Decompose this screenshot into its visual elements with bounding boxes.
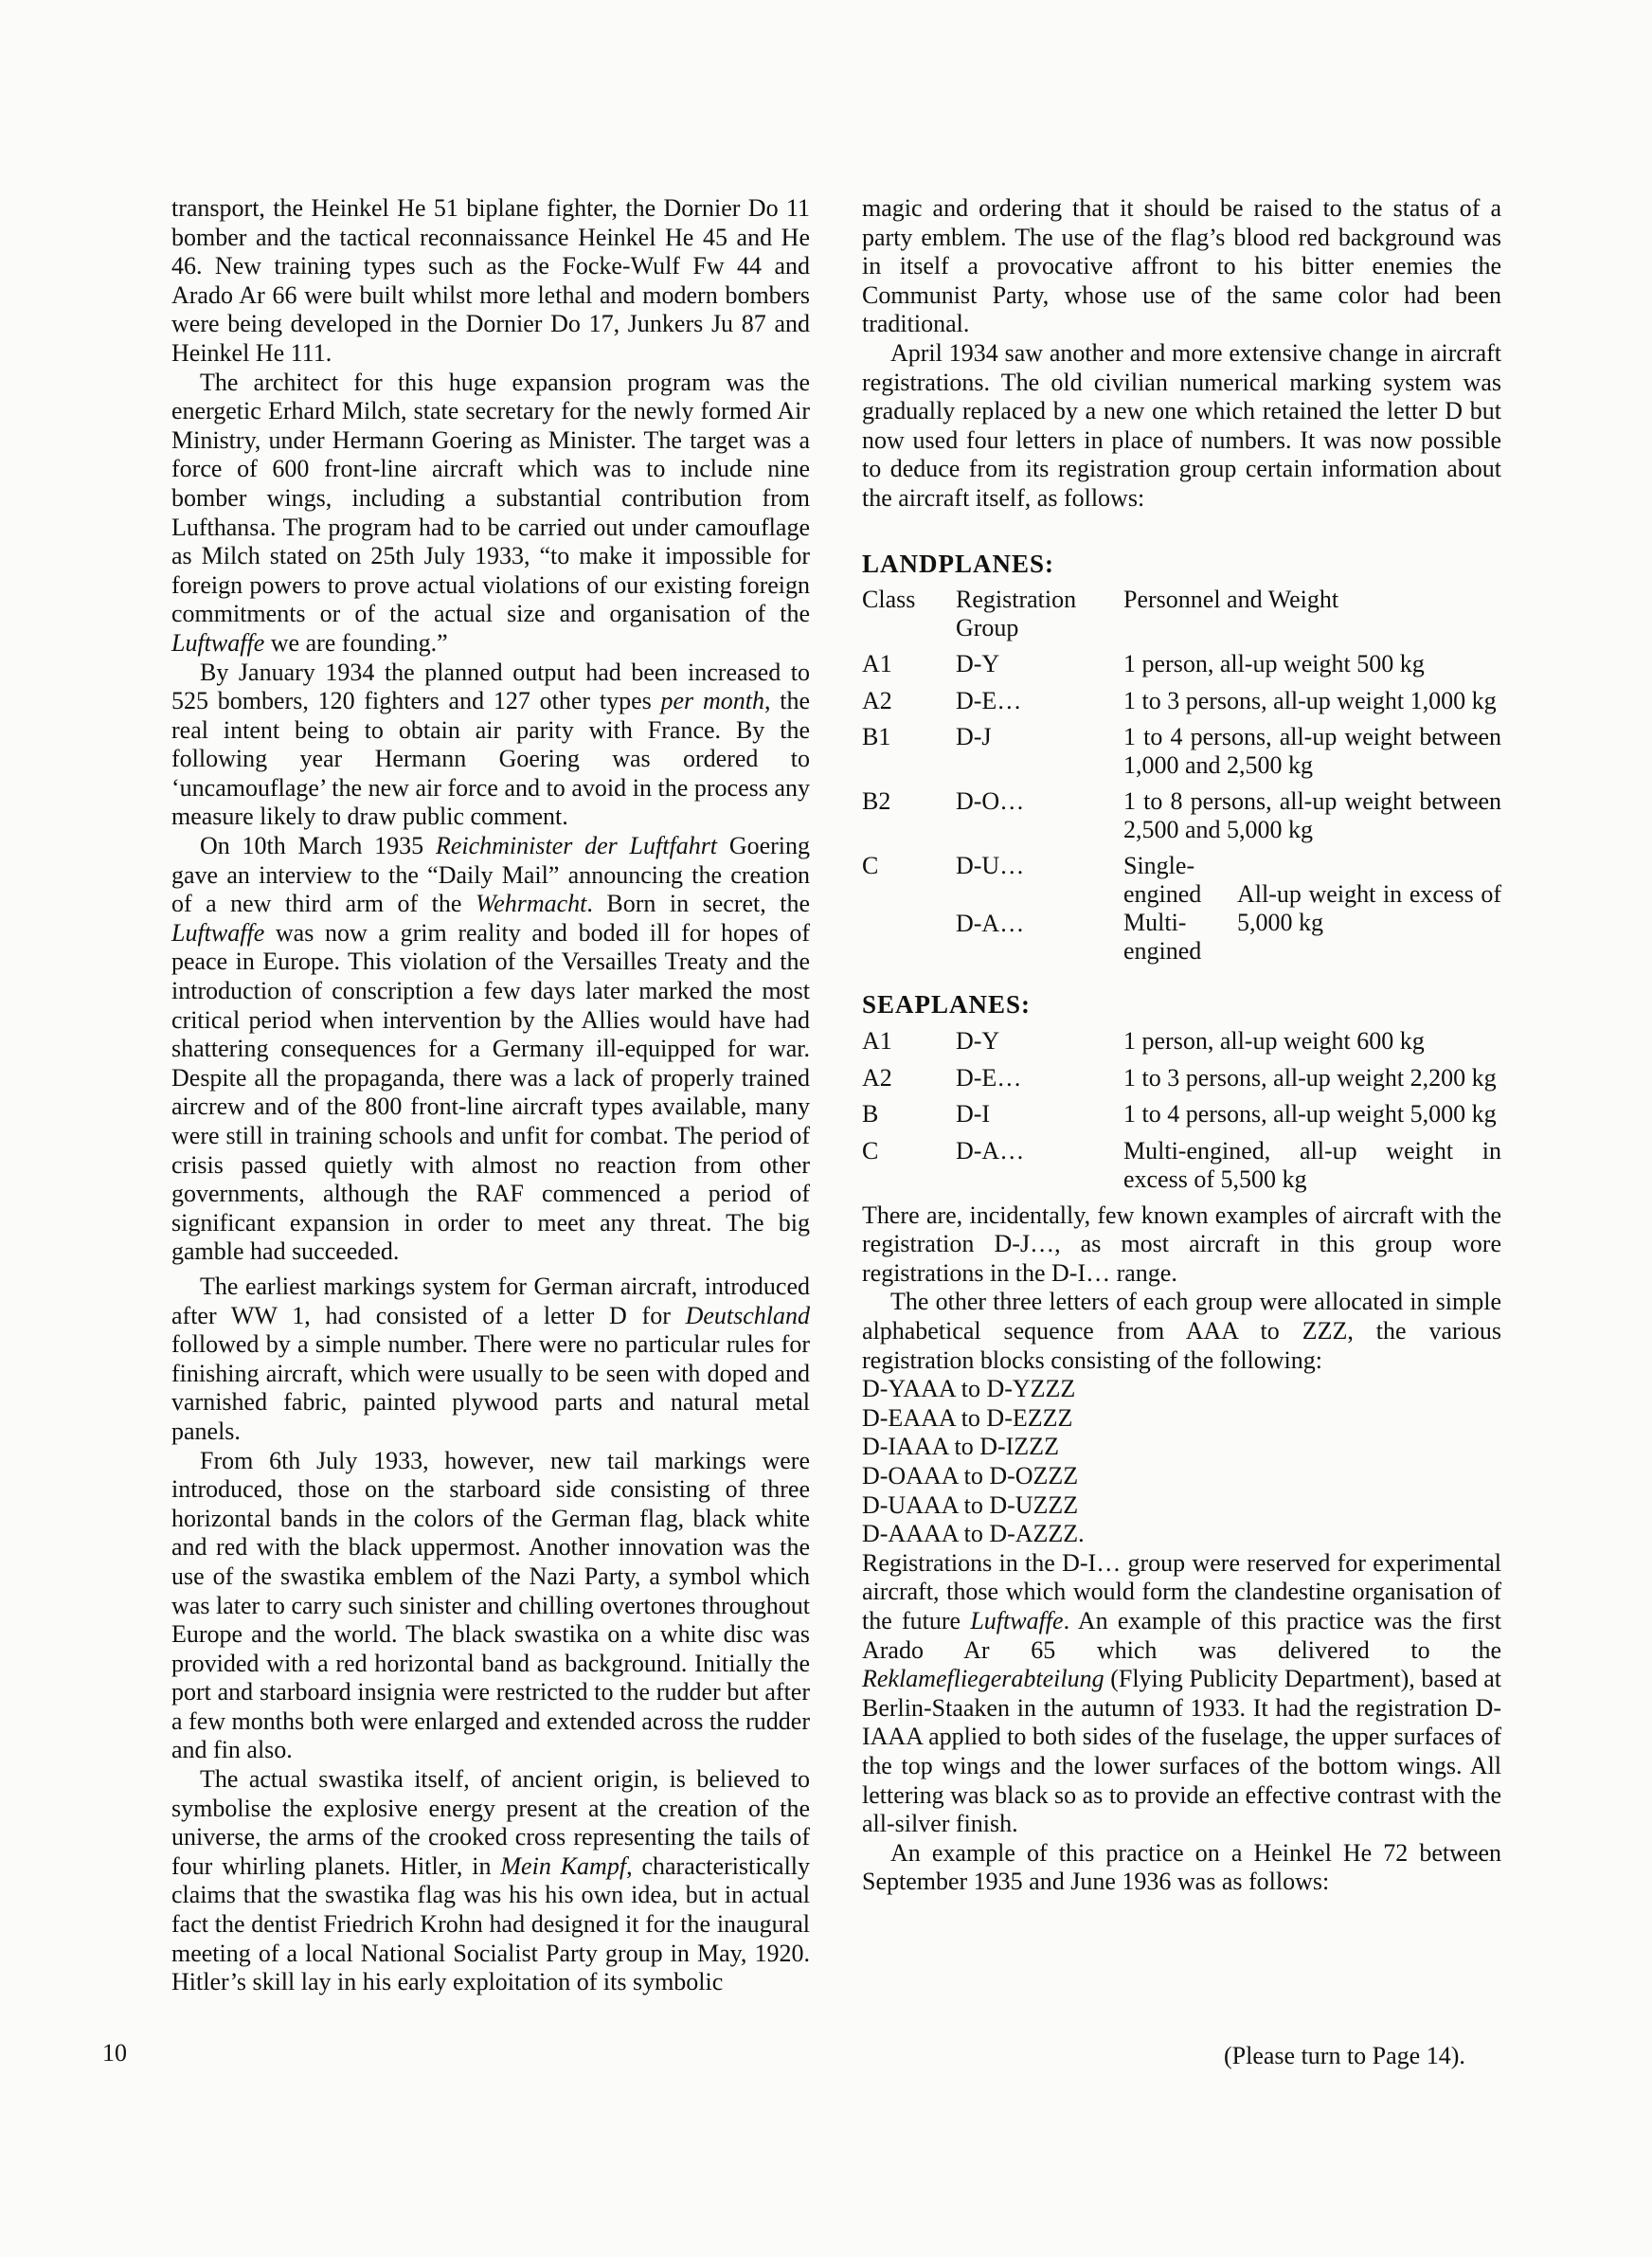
italic-term: Reklamefliegerabteilung — [862, 1665, 1104, 1693]
group-value: D-A… — [956, 909, 1025, 937]
table-header-row — [862, 586, 1501, 642]
paragraph: transport, the Heinkel He 51 biplane fighter, the Dornier Do 11 bomber and the tactical reconnaissance Heinkel He 45 and He 46. New training types such as the Focke-Wulf Fw 44 and Arado Ar 66 were built whilst more lethal and modern bombers were being developed in the Dornier Do 17, Junkers Ju 87 and Heinkel He 111. — [171, 194, 810, 367]
desc-cell: Multi-engined, all-up weight in excess of 5,500 kg — [1123, 1136, 1501, 1193]
paragraph: The architect for this huge expansion program was the energetic Erhard Milch, state secretary for the newly formed Air Ministry, under Hermann Goering as Minister. The target was a force of 600 front-line aircraft which was to include nine bomber wings, including a substantial contribution from Lufthansa. The program had to be carried out under camouflage as Milch stated on 25th July 1933, “to make it impossible for foreign powers to prove actual violations of our existing foreign commitments or of the actual size and organisation of the Luftwaffe we are founding.” — [171, 368, 810, 657]
desc-cell: 1 to 3 persons, all-up weight 1,000 kg — [1123, 686, 1497, 714]
italic-term: Wehrmacht — [475, 890, 587, 918]
italic-term: Luftwaffe — [171, 918, 265, 947]
registration-blocks-list — [862, 1375, 1501, 1549]
continued-note: (Please turn to Page 14). — [1224, 2042, 1465, 2069]
italic-term: Mein Kampf — [500, 1851, 627, 1880]
engine-type: Single-engined — [1123, 852, 1202, 909]
group-cell: D-E… — [956, 686, 1022, 714]
table-row — [862, 650, 1501, 679]
weight-cell: All-up weight in excess of 5,000 kg — [1237, 880, 1501, 937]
paragraph: Registrations in the D-I… group were reserved for experimental aircraft, those which would form the clandestine organisation of the future Luftwaffe. An example of this practice was the first Arado Ar 65 which was delivered to the Reklamefliegerabteilung (Flying Publicity Department), based at Berlin-Staaken in the autumn of 1933. It had the registration D-IAAA applied to both sides of the fuselage, the upper surfaces of the top wings and the lower surfaces of the bottom wings. All lettering was black so as to provide an effective contrast with the all-silver finish. — [862, 1548, 1501, 1838]
paragraph: There are, incidentally, few known examples of aircraft with the registration D-J…, as most aircraft in this group wore registrations in the D-I… range. — [862, 1201, 1501, 1287]
class-cell: C — [862, 1136, 879, 1165]
class-cell: B2 — [862, 787, 891, 816]
seaplanes-heading: SEAPLANES: — [862, 990, 1032, 1020]
engine-type: Multi-engined — [1123, 909, 1202, 966]
class-cell: A2 — [862, 686, 892, 714]
desc-cell: 1 to 3 persons, all-up weight 2,200 kg — [1123, 1063, 1497, 1092]
class-cell: B1 — [862, 723, 891, 751]
engine-cell — [1123, 852, 1237, 966]
group-value: D-U… — [956, 852, 1025, 880]
list-item: D-YAAA to D-YZZZ — [862, 1375, 1076, 1403]
header-class: Class — [862, 586, 916, 614]
table-row — [862, 1137, 1501, 1194]
class-cell: B — [862, 1100, 879, 1128]
table-row — [862, 687, 1501, 716]
class-cell: A1 — [862, 1026, 892, 1055]
paragraph: An example of this practice on a Heinkel He 72 between September 1935 and June 1936 was as follows: — [862, 1838, 1501, 1896]
group-cell: D-O… — [956, 787, 1025, 816]
list-item: D-IAAA to D-IZZZ — [862, 1433, 1059, 1461]
group-cell: D-Y — [956, 1026, 1000, 1055]
desc-cell: 1 to 8 persons, all-up weight between 2,500 and 5,000 kg — [1123, 787, 1501, 844]
paragraph: The actual swastika itself, of ancient origin, is believed to symbolise the explosive energy present at the creation of the universe, the arms of the crooked cross representing the tails of four whirling planets. Hitler, in Mein Kampf, characteristically claims that the swastika flag was his his own idea, but in actual fact the dentist Friedrich Krohn had designed it for the inaugural meeting of a local National Socialist Party group in May, 1920. Hitler’s skill lay in his early exploitation of its symbolic — [171, 1765, 811, 1996]
class-cell: C — [862, 852, 879, 880]
right-column — [862, 194, 1501, 1897]
group-cell: D-J — [956, 723, 992, 751]
left-column — [171, 194, 810, 1997]
italic-term: Reichminister der Luftfahrt — [435, 832, 718, 860]
paragraph: The other three letters of each group were allocated in simple alphabetical sequence from AAA to ZZZ, the various registration blocks consisting of the following: — [862, 1288, 1501, 1374]
desc-cell: 1 to 4 persons, all-up weight 5,000 kg — [1123, 1100, 1497, 1128]
landplanes-table — [862, 586, 1501, 966]
group-cell: D-Y — [956, 650, 1000, 678]
group-cell: D-E… — [956, 1063, 1022, 1092]
desc-cell: 1 person, all-up weight 500 kg — [1123, 650, 1425, 678]
italic-term: Luftwaffe — [970, 1607, 1064, 1634]
seaplanes-table — [862, 1027, 1501, 1194]
list-item: D-AAAA to D-AZZZ. — [862, 1520, 1085, 1548]
class-cell: A1 — [862, 650, 892, 678]
paragraph: The earliest markings system for German aircraft, introduced after WW 1, had consisted of a letter D for Deutschland followed by a simple number. There were no particular rules for finishing aircraft, which were usually to be seen with doped and varnished fabric, painted plywood parts and natural metal panels. — [171, 1272, 811, 1445]
italic-term: Deutschland — [685, 1301, 811, 1329]
table-row — [862, 787, 1501, 844]
italic-term: Luftwaffe — [171, 628, 265, 657]
table-row — [862, 723, 1501, 780]
landplanes-heading: LANDPLANES: — [862, 549, 1055, 578]
desc-cell: 1 person, all-up weight 600 kg — [1123, 1026, 1425, 1055]
desc-cell: 1 to 4 persons, all-up weight between 1,000 and 2,500 kg — [1123, 723, 1501, 780]
class-cell: A2 — [862, 1063, 892, 1092]
header-registration: Registration Group — [956, 586, 1077, 642]
paragraph: On 10th March 1935 Reichminister der Luftfahrt Goering gave an interview to the “Daily Mail” announcing the creation of a new third arm of the Wehrmacht. Born in secret, the Luftwaffe was now a grim reality and boded ill for hopes of peace in Europe. This violation of the Versailles Treaty and the introduction of conscription a few days later marked the most critical period when intervention by the Allies would have had shattering consequences for a Germany ill-equipped for war. Despite all the propaganda, there was a lack of properly trained aircrew and of the 800 front-line aircraft types available, many were still in training schools and unfit for combat. The period of crisis passed quietly with almost no reaction from other governments, although the RAF commenced a period of significant expansion in order to meet any threat. The big gamble had succeeded. — [171, 832, 811, 1266]
paragraph: By January 1934 the planned output had been increased to 525 bombers, 120 fighters and 127 other types per month, the real intent being to obtain air parity with France. By the following year Hermann Goering was ordered to ‘uncamouflage’ the new air force and to avoid in the process any measure likely to draw public comment. — [171, 658, 810, 831]
list-item: D-UAAA to D-UZZZ — [862, 1490, 1079, 1519]
paragraph: magic and ordering that it should be raised to the status of a party emblem. The use of the flag’s blood red background was in itself a provocative affront to his bitter enemies the Communist Party, whose use of the same color had been traditional. — [862, 194, 1501, 338]
group-cell — [956, 852, 1123, 938]
list-item: D-OAAA to D-OZZZ — [862, 1462, 1079, 1490]
table-row — [862, 1064, 1501, 1093]
table-row-class-c — [862, 852, 1501, 966]
header-personnel: Personnel and Weight — [1123, 586, 1339, 614]
list-item: D-EAAA to D-EZZZ — [862, 1403, 1073, 1432]
paragraph: April 1934 saw another and more extensive change in aircraft registrations. The old civilian numerical marking system was gradually replaced by a new one which retained the letter D but now used four letters in place of numbers. It was now possible to deduce from its registration group certain information about the aircraft itself, as follows: — [862, 338, 1501, 512]
table-row — [862, 1027, 1501, 1056]
group-cell: D-I — [956, 1100, 991, 1128]
italic-term: per month — [660, 687, 764, 715]
table-row — [862, 1100, 1501, 1129]
paragraph: From 6th July 1933, however, new tail markings were introduced, those on the starboard side consisting of three horizontal bands in the colors of the German flag, black white and red with the black uppermost. Another innovation was the use of the swastika emblem of the Nazi Party, a symbol which was later to carry such sinister and chilling overtones throughout Europe and the world. The black swastika on a white disc was provided with a red horizontal band as background. Initially the port and starboard insignia were restricted to the rudder but after a few months both were enlarged and extended across the rudder and fin also. — [171, 1446, 810, 1764]
page-number: 10 — [102, 2039, 127, 2067]
group-cell: D-A… — [956, 1136, 1025, 1165]
